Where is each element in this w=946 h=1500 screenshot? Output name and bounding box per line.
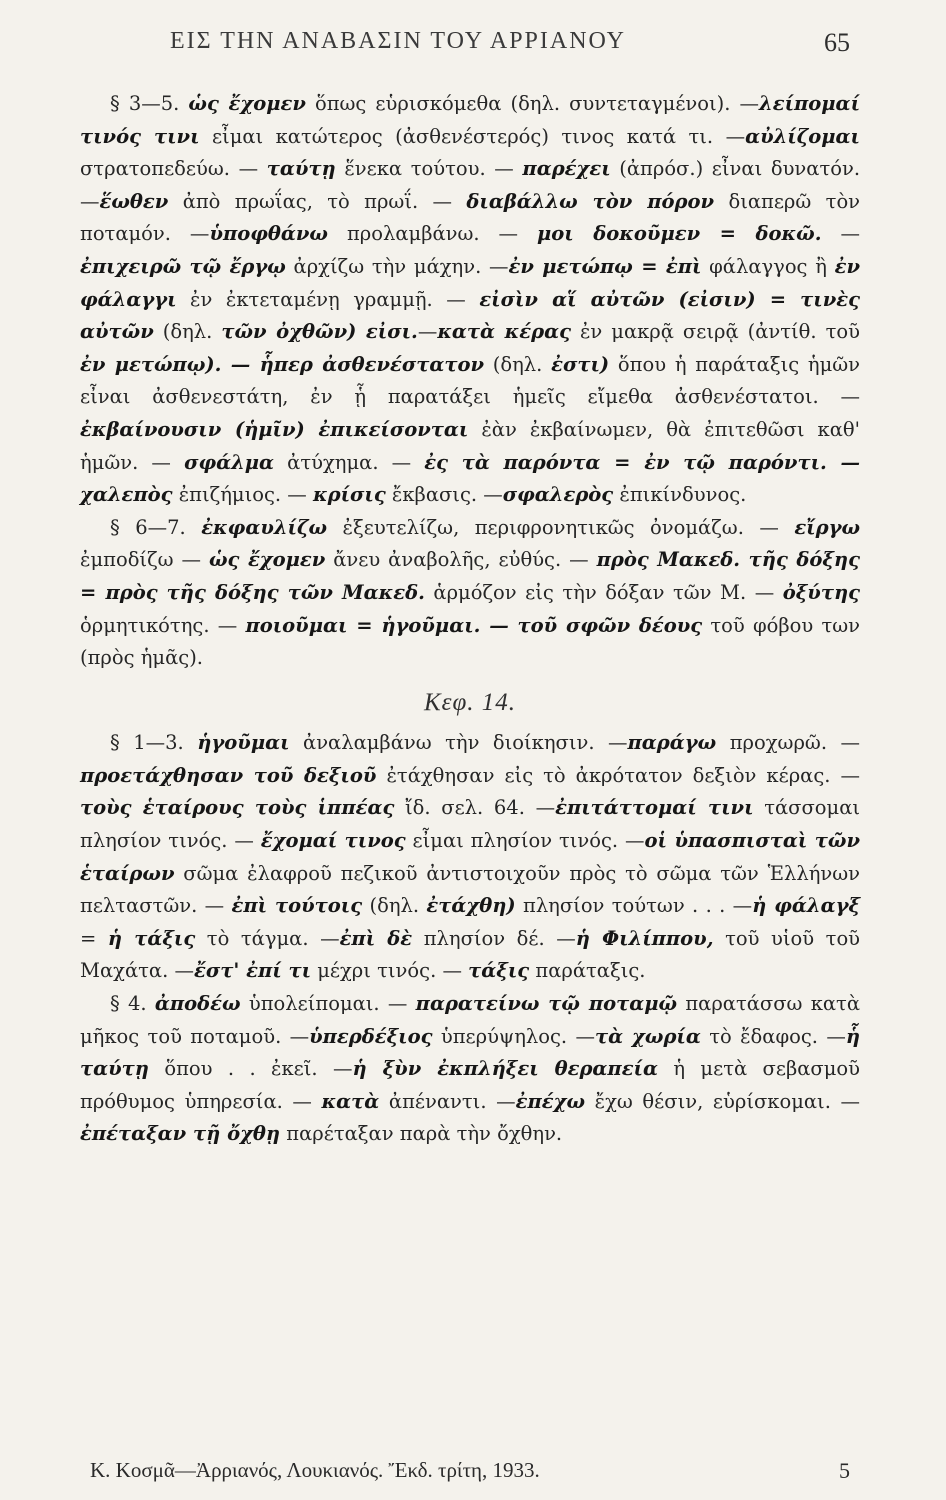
gloss: ἐὰν ἐκβαίνωμεν, θὰ ἐπιτεθῶσι καθ' ἡμῶν. — xyxy=(80,417,861,474)
lemma: παράγω xyxy=(627,731,717,755)
lemma: εἰσὶν αἵ αὐτῶν (εἰσιν) = τινὲς αὐτῶν xyxy=(80,287,860,344)
lemma: ὑπερδέξιος xyxy=(309,1024,433,1048)
lemma: ἐν μετώπῳ = ἐπὶ xyxy=(508,254,702,278)
gloss: ἁρμόζον εἰς τὴν δόξαν τῶν Μ. — xyxy=(433,580,775,604)
lemma: ἐπὶ τούτοις xyxy=(231,894,363,918)
gloss: (δηλ. xyxy=(162,320,213,344)
lemma: ἐπιτάττομαί τινι xyxy=(555,796,754,820)
gloss: ἴδ. σελ. 64. — xyxy=(405,796,556,820)
gloss: ἐτάχθησαν εἰς τὸ ἀκρότατον δεξιὸν κέρας. — xyxy=(386,763,860,787)
gloss: ἀπὸ πρωΐας, τὸ πρωΐ. — xyxy=(182,189,453,213)
gloss: τοῦ φόβου των (πρὸς ἡμᾶς). xyxy=(80,613,860,670)
lemma: ἡγοῦμαι xyxy=(197,731,290,755)
gloss: ἀτύχημα. — xyxy=(287,450,412,474)
gloss: — xyxy=(840,222,860,246)
lemma: ἐπέταξαν τῇ ὄχθῃ xyxy=(80,1122,281,1146)
gloss: μέχρι τινός. — xyxy=(317,959,462,983)
lemma: ποιοῦμαι = ἡγοῦμαι. — τοῦ σφῶν δέους xyxy=(245,613,703,637)
lemma: κρίσις xyxy=(312,483,386,507)
gloss: ὁρμητικότης. — xyxy=(80,613,238,637)
lemma: αὐλίζομαι xyxy=(745,124,860,148)
gloss: προχωρῶ. — xyxy=(729,731,860,755)
lemma: ἐπιχειρῶ τῷ ἔργῳ xyxy=(80,254,286,278)
lemma: εἴργω xyxy=(794,515,861,539)
lemma: οἱ ὑπασπισταὶ τῶν ἑταίρων xyxy=(80,829,861,885)
gloss: τοῦ υἱοῦ τοῦ Μαχάτα. — xyxy=(80,926,861,983)
lemma: πρὸς Μακεδ. τῆς δόξης = πρὸς τῆς δόξης τῶν Μακεδ. xyxy=(80,548,860,604)
gloss: ὅπως εὑρισκόμεθα (δηλ. συντεταγμένοι). — xyxy=(314,92,760,115)
paragraph-sections-6-7 xyxy=(80,512,860,675)
gloss: (ἀπρόσ.) εἶναι δυνατόν. — xyxy=(80,157,861,213)
gloss: πλησίον δέ. — xyxy=(423,926,576,950)
lemma: ὡς ἔχομεν xyxy=(208,548,326,572)
gloss: παράταξις. xyxy=(535,959,646,983)
paragraph-sections-3-5 xyxy=(80,88,860,512)
lemma: σφαλερὸς xyxy=(502,483,614,507)
lemma: ἐκβαίνουσιν (ἡμῖν) ἐπικείσονται xyxy=(80,417,469,441)
section-ref: § 3—5. xyxy=(110,92,180,115)
gloss: ἄνευ ἀναβολῆς, εὐθύς. — xyxy=(333,548,589,572)
page-footer xyxy=(90,1458,850,1492)
lemma: ἕωθεν xyxy=(99,189,169,213)
gloss: φάλαγγος ἢ xyxy=(709,254,827,278)
lemma: ὡς ἔχομεν xyxy=(188,92,306,115)
section-ref: § 4. xyxy=(110,992,147,1016)
gloss: ἀρχίζω τὴν μάχην. — xyxy=(293,254,509,278)
lemma: ἐπέχω xyxy=(515,1089,586,1113)
lemma: ἡ Φιλίππου, xyxy=(575,926,714,950)
gloss: ἐμποδίζω — xyxy=(80,548,202,572)
chapter-heading: Κεφ. 14. xyxy=(423,688,517,716)
gloss: ὑπολείπομαι. — xyxy=(248,992,408,1016)
lemma: ἔχομαί τινος xyxy=(260,829,406,853)
gloss: προλαμβάνω. — xyxy=(346,222,519,246)
gloss: ἀπέναντι. — xyxy=(388,1089,516,1113)
gloss: (δηλ. xyxy=(369,894,420,918)
gloss: ἐπικίνδυνος. xyxy=(619,483,747,507)
gloss: τάσσομαι πλησίον τινός. — xyxy=(80,796,861,853)
gloss: ἔκβασις. — xyxy=(391,483,503,507)
lemma: τὰ χωρία xyxy=(594,1024,701,1048)
signature-number: 5 xyxy=(839,1458,850,1483)
lemma: ἐς τὰ παρόντα = ἐν τῷ παρόντι. — χαλεπὸς xyxy=(80,450,861,507)
lemma: ἡ φάλαγξ xyxy=(752,894,861,918)
lemma: ἐπὶ δὲ xyxy=(339,926,413,950)
lemma: τοὺς ἑταίρους τοὺς ἱππέας xyxy=(80,796,395,820)
gloss: (δηλ. xyxy=(492,352,543,376)
gloss: σῶμα ἐλαφροῦ πεζικοῦ ἀντιστοιχοῦν πρὸς τὸ σῶμα τῶν Ἑλλήνων πελταστῶν. — xyxy=(80,861,860,918)
lemma: ἐκφαυλίζω xyxy=(201,515,328,539)
lemma: ἐν μετώπῳ). — ἧπερ ἀσθενέστατον xyxy=(80,352,485,376)
lemma: ὀξύτης xyxy=(782,580,861,604)
lemma: ἧ ταύτῃ xyxy=(80,1024,861,1081)
gloss: ὅπου . . ἐκεῖ. — xyxy=(164,1057,353,1081)
page-number: 65 xyxy=(824,28,850,57)
paragraph-sections-1-3 xyxy=(80,727,860,988)
gloss: ἐν μακρᾷ σειρᾷ (ἀντίθ. τοῦ xyxy=(579,320,860,344)
lemma: κατὰ κέρας xyxy=(437,320,571,344)
gloss: παρέταξαν παρὰ τὴν ὄχθην. xyxy=(286,1122,563,1146)
lemma: μοι δοκοῦμεν = δοκῶ. xyxy=(537,222,822,246)
gloss: ἐν ἐκτεταμένῃ γραμμῇ. — xyxy=(190,287,466,311)
lemma: προετάχθησαν τοῦ δεξιοῦ xyxy=(80,763,377,787)
page-header xyxy=(0,28,946,68)
lemma: ἔστ' ἐπί τι xyxy=(193,959,312,983)
gloss: πλησίον τούτων . . . — xyxy=(523,894,753,918)
gloss: ἐξευτελίζω, περιφρονητικῶς ὀνομάζω. — xyxy=(342,515,779,539)
lemma: ταύτῃ xyxy=(266,157,336,181)
lemma: ἐν φάλαγγι xyxy=(80,254,861,311)
gloss: διαπερῶ τὸν ποταμόν. — xyxy=(80,189,861,246)
lemma: ὑποφθάνω xyxy=(209,222,328,246)
lemma: τάξις xyxy=(468,959,530,983)
lemma: ἀποδέω xyxy=(154,992,241,1016)
lemma: ἡ ξὺν ἐκπλήξει θεραπεία xyxy=(352,1057,658,1081)
running-title: ΕΙΣ ΤΗΝ ΑΝΑΒΑΣΙΝ ΤΟΥ ΑΡΡΙΑΝΟΥ xyxy=(170,28,627,54)
gloss: ἡ μετὰ σεβασμοῦ πρόθυμος ὑπηρεσία. — xyxy=(80,1057,860,1113)
lemma: παρατείνω τῷ ποταμῷ xyxy=(415,992,678,1016)
gloss: ὅπου ἡ παράταξις ἡμῶν εἶναι ἀσθενεστάτη, ἐν ᾗ παρατάξει ἡμεῖς εἴμεθα ἀσθενέστατοι. — xyxy=(80,352,861,409)
paragraph-section-4 xyxy=(80,988,860,1151)
gloss: στρατοπεδεύω. — xyxy=(80,157,259,181)
lemma: λείπομαί τινός τινι xyxy=(80,92,861,148)
gloss: = xyxy=(80,926,97,950)
lemma: σφάλμα xyxy=(184,450,275,474)
gloss: τὸ ἔδαφος. — xyxy=(709,1024,846,1048)
gloss: — xyxy=(417,320,438,344)
lemma: τῶν ὀχθῶν) εἰσι. xyxy=(221,320,418,344)
section-ref: § 1—3. xyxy=(110,731,184,755)
lemma: διαβάλλω τὸν πόρον xyxy=(466,189,715,213)
lemma: ἐτάχθη) xyxy=(426,894,516,918)
gloss: ἐπιζήμιος. — xyxy=(178,483,307,507)
lemma: κατὰ xyxy=(321,1089,380,1113)
lemma: ἡ τάξις xyxy=(107,926,196,950)
commentary-body xyxy=(80,88,860,1151)
gloss: εἶμαι πλησίον τινός. — xyxy=(412,829,645,853)
lemma: ἐστι) xyxy=(551,352,610,376)
gloss: ἕνεκα τούτου. — xyxy=(344,157,514,181)
lemma: παρέχει xyxy=(522,157,611,181)
gloss: τὸ τάγμα. — xyxy=(206,926,340,950)
gloss: εἶμαι κατώτερος (ἀσθενέστερός) τινος κατά τι. — xyxy=(211,124,746,148)
gloss: ὑπερύψηλος. — xyxy=(440,1024,595,1048)
gloss: ἀναλαμβάνω τὴν διοίκησιν. — xyxy=(303,731,628,755)
section-ref: § 6—7. xyxy=(110,515,186,539)
gloss: ἔχω θέσιν, εὑρίσκομαι. — xyxy=(594,1089,861,1113)
gloss: παρατάσσω κατὰ μῆκος τοῦ ποταμοῦ. — xyxy=(80,992,861,1048)
printer-imprint: Κ. Κοσμᾶ—Ἀρριανός, Λουκιανός. Ἔκδ. τρίτη, 1933. xyxy=(90,1458,540,1482)
